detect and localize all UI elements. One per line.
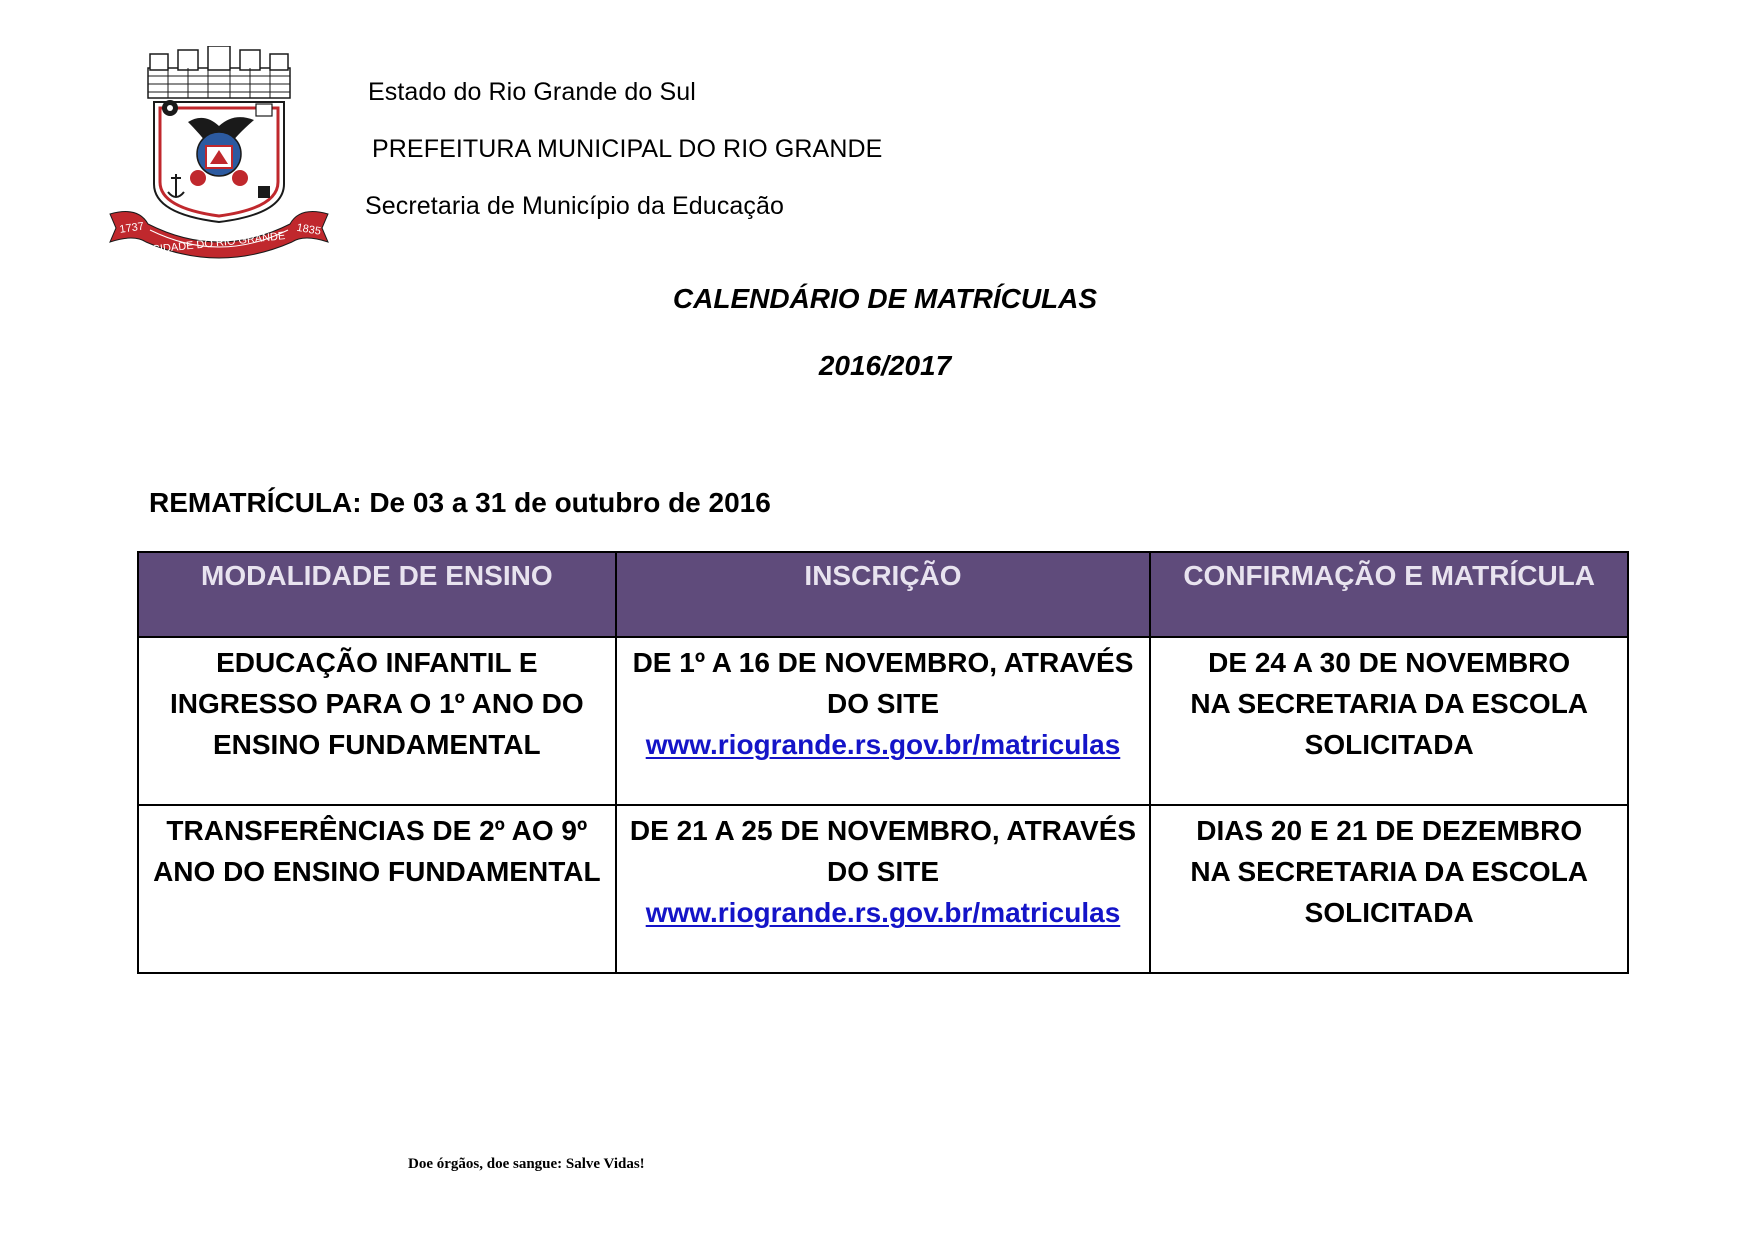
- cell-line: DIAS 20 E 21 DE DEZEMBRO: [1196, 815, 1583, 846]
- cell-line: EDUCAÇÃO INFANTIL E: [216, 647, 538, 678]
- header-state: Estado do Rio Grande do Sul: [368, 78, 696, 106]
- ribbon-year-right: 1835: [295, 221, 322, 238]
- header-secretaria: Secretaria de Município da Educação: [365, 192, 785, 220]
- ribbon-year-left: 1737: [118, 220, 145, 236]
- page-subtitle-year: 2016/2017: [818, 350, 952, 381]
- cell-modalidade: [138, 637, 616, 805]
- table-row: [138, 637, 1628, 805]
- table-row: [138, 805, 1628, 973]
- cell-line: SOLICITADA: [1304, 897, 1474, 928]
- coat-of-arms-icon: [108, 46, 330, 260]
- header-confirmacao: CONFIRMAÇÃO E MATRÍCULA: [1150, 552, 1628, 637]
- cell-line: ANO DO ENSINO FUNDAMENTAL: [153, 856, 601, 887]
- cell-line: SOLICITADA: [1304, 729, 1474, 760]
- cell-modalidade: [138, 805, 616, 973]
- cell-confirmacao: [1150, 637, 1628, 805]
- cell-confirmacao: [1150, 805, 1628, 973]
- cell-line: DE 21 A 25 DE NOVEMBRO, ATRAVÉS: [629, 815, 1137, 846]
- ribbon-city-name: CIDADE DO RIO GRANDE: [151, 230, 286, 256]
- cell-line: INGRESSO PARA O 1º ANO DO: [169, 688, 584, 719]
- header-prefeitura: PREFEITURA MUNICIPAL DO RIO GRANDE: [372, 135, 883, 163]
- cell-line: DO SITE: [826, 688, 939, 719]
- cell-inscricao: [616, 805, 1151, 973]
- matriculas-link[interactable]: www.riogrande.rs.gov.br/matriculas: [645, 897, 1121, 928]
- header-inscricao: INSCRIÇÃO: [616, 552, 1151, 637]
- enrollment-table: [137, 551, 1629, 974]
- cell-line: DE 24 A 30 DE NOVEMBRO: [1208, 647, 1571, 678]
- cell-line: DO SITE: [826, 856, 939, 887]
- footer-slogan: Doe órgãos, doe sangue: Salve Vidas!: [408, 1156, 645, 1172]
- cell-line: TRANSFERÊNCIAS DE 2º AO 9º: [166, 815, 588, 846]
- rematricula-line: REMATRÍCULA: De 03 a 31 de outubro de 2016: [149, 487, 771, 518]
- cell-line: DE 1º A 16 DE NOVEMBRO, ATRAVÉS: [632, 647, 1134, 678]
- cell-line: ENSINO FUNDAMENTAL: [212, 729, 541, 760]
- cell-line: NA SECRETARIA DA ESCOLA: [1190, 856, 1589, 887]
- table-header-row: [138, 552, 1628, 637]
- header-modalidade: MODALIDADE DE ENSINO: [138, 552, 616, 637]
- page-title: CALENDÁRIO DE MATRÍCULAS: [672, 283, 1098, 314]
- cell-line: NA SECRETARIA DA ESCOLA: [1190, 688, 1589, 719]
- matriculas-link[interactable]: www.riogrande.rs.gov.br/matriculas: [645, 729, 1121, 760]
- cell-inscricao: [616, 637, 1151, 805]
